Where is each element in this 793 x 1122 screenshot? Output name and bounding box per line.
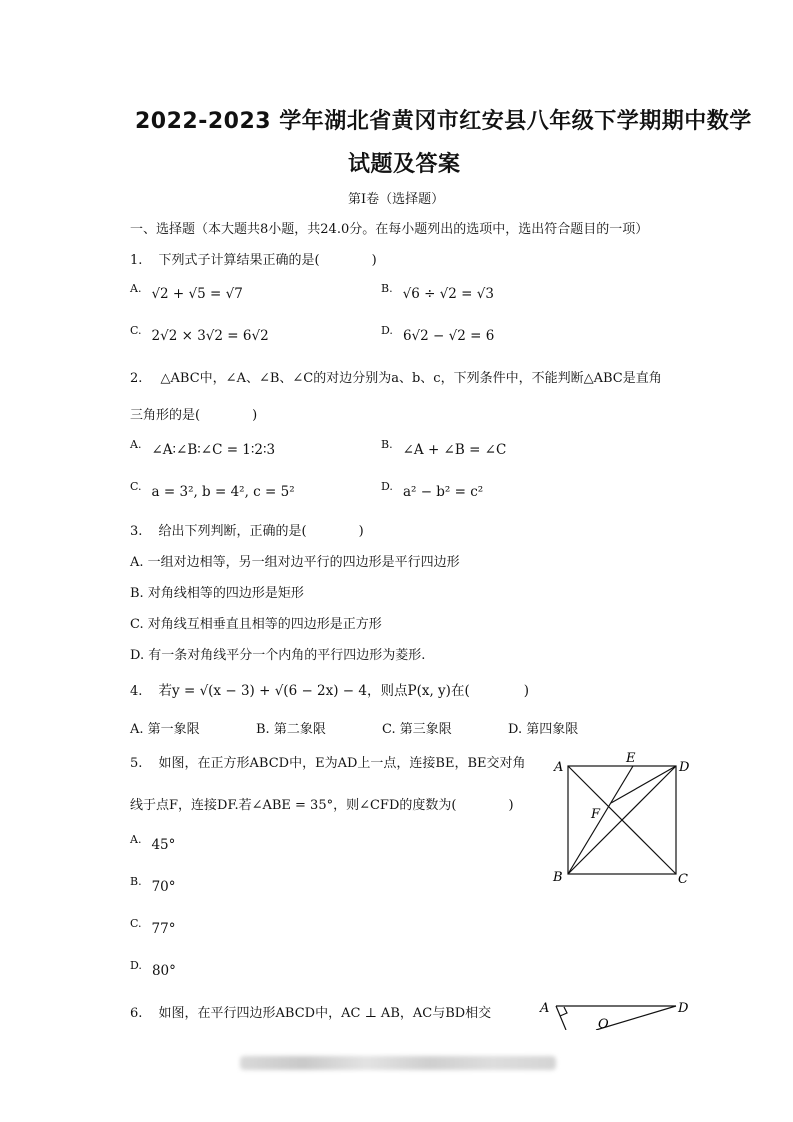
watermark-blur xyxy=(240,1056,556,1070)
q1-option-a[interactable] xyxy=(130,282,243,302)
q1-option-c[interactable] xyxy=(130,324,269,344)
question-3 xyxy=(130,520,364,539)
q1-option-b[interactable] xyxy=(381,282,494,302)
q5-option-a[interactable] xyxy=(130,833,176,853)
question-1 xyxy=(130,249,377,268)
q5-option-d[interactable] xyxy=(130,959,176,979)
q6-parallelogram-figure xyxy=(536,996,696,1030)
option-text: a² − b² = c² xyxy=(402,484,484,500)
q2-option-c[interactable] xyxy=(130,480,295,500)
option-label: A. xyxy=(130,833,142,846)
option-label: C. xyxy=(130,324,142,337)
label-e: E xyxy=(626,751,636,766)
label-c: C xyxy=(678,872,688,887)
option-text: 70° xyxy=(151,879,176,895)
label-a: A xyxy=(554,760,564,775)
option-text: 6√2 − √2 = 6 xyxy=(402,328,495,344)
question-stem: 给出下列判断，正确的是( ) xyxy=(158,524,364,539)
option-text: ∠A + ∠B = ∠C xyxy=(402,442,507,458)
q5-option-c[interactable] xyxy=(130,917,176,937)
q4-option-c[interactable]: C. 第三象限 xyxy=(382,722,452,737)
option-text: √2 + √5 = √7 xyxy=(151,286,243,302)
question-stem: 若y = √(x − 3) + √(6 − 2x) − 4，则点P(x, y)在( ) xyxy=(158,683,529,699)
question-number: 4. xyxy=(130,684,143,699)
option-label: D. xyxy=(130,959,142,972)
q3-option-b[interactable]: B. 对角线相等的四边形是矩形 xyxy=(130,586,304,601)
q4-option-b[interactable]: B. 第二象限 xyxy=(256,722,326,737)
section-heading: 一、选择题（本大题共8小题，共24.0分。在每小题列出的选项中，选出符合题目的一项） xyxy=(130,222,649,237)
label-a: A xyxy=(540,1001,550,1016)
question-stem: △ABC中，∠A、∠B、∠C的对边分别为a、b、c，下列条件中，不能判断△ABC是直角 xyxy=(160,371,662,386)
option-label: A. xyxy=(130,282,142,295)
option-text: 2√2 × 3√2 = 6√2 xyxy=(151,328,269,344)
segment-be xyxy=(568,766,633,874)
question-5-cont: 线于点F，连接DF.若∠ABE = 35°，则∠CFD的度数为( ) xyxy=(130,798,514,813)
option-label: C. xyxy=(130,917,142,930)
option-text: 77° xyxy=(151,921,176,937)
q5-option-b[interactable] xyxy=(130,875,176,895)
question-stem: 如图，在正方形ABCD中，E为AD上一点，连接BE，BE交对角 xyxy=(158,756,526,771)
question-number: 6. xyxy=(130,1006,143,1021)
question-6 xyxy=(130,1002,491,1021)
q4-option-a[interactable]: A. 第一象限 xyxy=(130,722,200,737)
question-number: 1. xyxy=(130,253,143,268)
page-title-line2: 试题及答案 xyxy=(348,152,461,177)
option-label: B. xyxy=(381,282,393,295)
question-number: 3. xyxy=(130,524,143,539)
q3-option-a[interactable]: A. 一组对边相等，另一组对边平行的四边形是平行四边形 xyxy=(130,555,460,570)
q2-option-b[interactable] xyxy=(381,438,507,458)
q1-option-d[interactable] xyxy=(381,324,495,344)
option-label: D. xyxy=(381,324,393,337)
option-label: C. xyxy=(130,480,142,493)
question-stem: 如图，在平行四边形ABCD中，AC ⊥ AB，AC与BD相交 xyxy=(158,1006,492,1021)
option-label: D. xyxy=(381,480,393,493)
question-2 xyxy=(130,367,662,386)
diagonal-ac xyxy=(556,1006,566,1030)
volume-heading: 第I卷（选择题） xyxy=(348,192,445,207)
option-text: √6 ÷ √2 = √3 xyxy=(402,286,494,302)
option-text: a = 3², b = 4², c = 5² xyxy=(151,484,295,500)
option-text: 45° xyxy=(151,837,176,853)
q2-option-a[interactable] xyxy=(130,438,276,458)
right-angle-mark xyxy=(560,1007,567,1016)
question-2-cont: 三角形的是( ) xyxy=(130,408,258,423)
question-4 xyxy=(130,679,529,699)
label-o: O xyxy=(598,1017,609,1030)
label-f: F xyxy=(591,807,601,822)
q2-option-d[interactable] xyxy=(381,480,484,500)
label-d: D xyxy=(678,1001,689,1016)
q3-option-d[interactable]: D. 有一条对角线平分一个内角的平行四边形为菱形. xyxy=(130,648,426,663)
option-label: B. xyxy=(130,875,142,888)
q4-option-d[interactable]: D. 第四象限 xyxy=(508,722,579,737)
question-5 xyxy=(130,752,526,771)
q5-square-figure xyxy=(548,748,698,888)
option-text: 80° xyxy=(151,963,176,979)
segment-fd xyxy=(611,766,676,803)
question-stem: 下列式子计算结果正确的是( ) xyxy=(158,253,377,268)
page-title: 2022-2023 学年湖北省黄冈市红安县八年级下学期期中数学 xyxy=(135,109,752,134)
question-number: 2. xyxy=(130,371,143,386)
label-d: D xyxy=(679,760,690,775)
option-label: B. xyxy=(381,438,393,451)
option-text: ∠A∶∠B∶∠C = 1∶2∶3 xyxy=(151,442,276,458)
question-number: 5. xyxy=(130,756,143,771)
q3-option-c[interactable]: C. 对角线互相垂直且相等的四边形是正方形 xyxy=(130,617,382,632)
label-b: B xyxy=(553,870,563,885)
option-label: A. xyxy=(130,438,142,451)
